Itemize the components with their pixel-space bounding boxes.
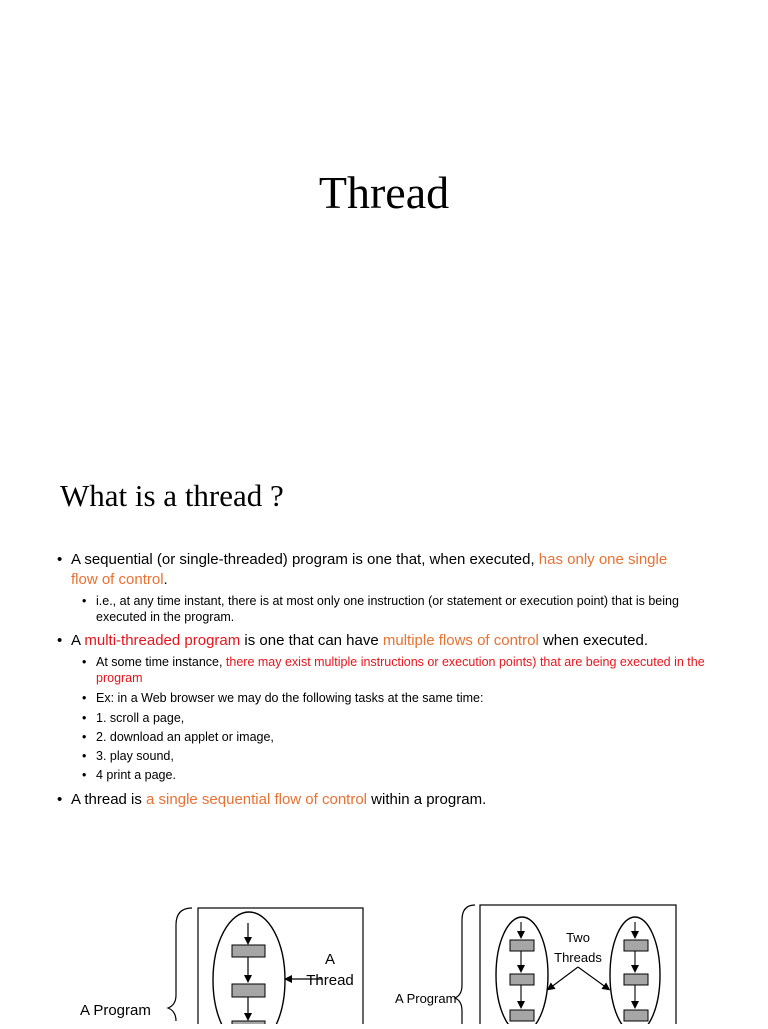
bullet-dot: • <box>82 730 87 744</box>
instruction-box <box>510 940 534 951</box>
bullet-text: . <box>163 571 168 588</box>
bullet-dot: • <box>57 791 63 808</box>
subbullet-time-instance <box>82 654 722 686</box>
program-brace <box>168 908 192 1021</box>
bullet-text: A thread is <box>71 791 147 808</box>
highlight-text: multi-threaded program <box>84 632 241 649</box>
program-label: A Program <box>395 991 457 1006</box>
bullet-text: i.e., at any time instant, there is at most only one instruction (or statement or execution point) that is being executed in the program. <box>96 594 679 624</box>
thread-label: Thread <box>306 972 354 989</box>
bullet-sequential-program <box>57 550 677 590</box>
bullet-text: At some time instance, <box>96 655 226 669</box>
bullet-text: 4 print a page. <box>96 768 176 782</box>
program-brace <box>455 905 475 1024</box>
program-label: A Program <box>80 1002 151 1019</box>
threads-label: Threads <box>554 950 602 965</box>
bullet-dot: • <box>82 691 87 705</box>
bullet-dot: • <box>57 551 63 568</box>
thread-diagram <box>0 895 768 1029</box>
subbullet-web-browser <box>82 690 722 706</box>
instruction-box <box>232 984 265 997</box>
single-thread-figure <box>80 908 363 1024</box>
bullet-dot: • <box>82 768 87 782</box>
threads-label: Two <box>566 930 590 945</box>
slide-title: Thread <box>318 167 450 218</box>
bullet-text: is one that can have <box>240 632 383 649</box>
bullet-text: within a program. <box>367 791 487 808</box>
program-box <box>198 908 363 1024</box>
bullet-dot: • <box>82 655 87 669</box>
bullet-dot: • <box>82 594 87 608</box>
two-thread-figure <box>395 905 676 1024</box>
thread-diagram-svg <box>0 895 768 1024</box>
highlight-text: a single sequential flow of control <box>146 791 368 808</box>
instruction-box <box>624 940 648 951</box>
highlight-text: multiple flows of control <box>382 632 539 649</box>
thread-label: A <box>324 951 336 968</box>
bullet-text: when executed. <box>538 632 649 649</box>
bullet-text: A <box>71 632 85 649</box>
slide-heading: What is a thread ? <box>60 478 284 513</box>
bullet-multi-threaded <box>57 631 737 651</box>
instruction-box <box>510 1010 534 1021</box>
highlight-text: there may exist multiple instructions or execution points) that are being executed in the program <box>96 655 705 685</box>
instruction-box <box>624 974 648 985</box>
subbullet-task-3 <box>82 748 174 764</box>
bullet-thread-definition <box>57 790 697 810</box>
bullet-text: Ex: in a Web browser we may do the following tasks at the same time: <box>96 691 484 705</box>
bullet-dot: • <box>82 749 87 763</box>
bullet-text: A sequential (or single-threaded) program is one that, when executed, <box>71 551 539 568</box>
subbullet-ie <box>82 593 712 625</box>
instruction-box <box>232 945 265 957</box>
bullet-text: 3. play sound, <box>96 749 174 763</box>
subbullet-task-4 <box>82 767 176 783</box>
subbullet-task-2 <box>82 729 274 745</box>
bullet-dot: • <box>82 711 87 725</box>
bullet-text: 2. download an applet or image, <box>96 730 274 744</box>
instruction-box <box>624 1010 648 1021</box>
instruction-box <box>510 974 534 985</box>
subbullet-task-1 <box>82 710 184 726</box>
bullet-dot: • <box>57 632 63 649</box>
bullet-text: 1. scroll a page, <box>96 711 185 725</box>
highlight-text: has only one single flow of control <box>71 551 668 588</box>
